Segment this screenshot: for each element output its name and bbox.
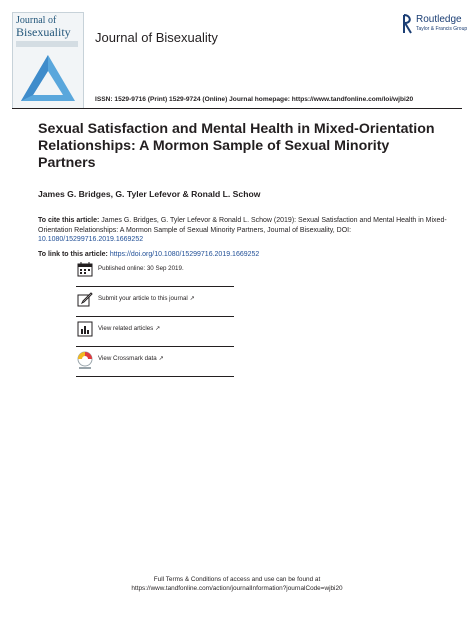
cover-title-line2: Bisexuality [16, 25, 71, 39]
row-divider [76, 316, 234, 317]
issn-line: ISSN: 1529-9716 (Print) 1529-9724 (Online) Journal homepage: https://www.tandfonline.com/loi/wjbi20 [95, 96, 414, 103]
article-authors: James G. Bridges, G. Tyler Lefevor & Ronald L. Schow [38, 189, 261, 199]
cover-title-line1: Journal of [16, 15, 57, 26]
row-divider [76, 286, 234, 287]
published-online-text: Published online: 30 Sep 2019. [98, 265, 184, 272]
journal-name[interactable]: Journal of Bisexuality [95, 30, 218, 45]
external-link-icon: ↗ [189, 296, 195, 302]
cover-band [16, 41, 78, 47]
related-articles-row[interactable] [76, 318, 234, 344]
crossmark-icon [77, 351, 93, 371]
link-label: To link to this article: [38, 251, 108, 258]
journal-cover-image [12, 12, 84, 109]
row-divider [76, 376, 234, 377]
terms-footer-line1: Full Terms & Conditions of access and use can be found at [153, 576, 321, 583]
edit-icon [77, 291, 93, 307]
crossmark-link[interactable]: View Crossmark data [98, 355, 157, 362]
related-articles-link[interactable]: View related articles [98, 325, 154, 332]
published-online-row [76, 258, 234, 284]
publisher-subtitle: Taylor & Francis Group [416, 26, 468, 32]
cover-triangle-graphic [13, 49, 83, 107]
submit-article-link[interactable]: Submit your article to this journal [98, 295, 188, 302]
routledge-logo-icon [402, 14, 413, 34]
external-link-icon: ↗ [155, 326, 161, 332]
external-link-icon: ↗ [158, 356, 164, 362]
publisher-name: Routledge [416, 14, 462, 25]
cite-text: James G. Bridges, G. Tyler Lefevor & Ronald L. Schow (2019): Sexual Satisfaction and Mental Health in Mixed-Orientation Relationships: A Mormon Sample of Sexual Minority Partners, Journal of Bisexuality, DOI: [38, 217, 447, 234]
article-title: Sexual Satisfaction and Mental Health in Mixed-Orientation Relationships: A Mormon Sample of Sexual Minority Partners [38, 121, 435, 171]
cite-label: To cite this article: [38, 217, 100, 224]
header-divider [12, 108, 462, 109]
chart-icon [77, 321, 93, 337]
row-divider [76, 346, 234, 347]
calendar-icon [77, 261, 93, 277]
terms-footer-url[interactable]: https://www.tandfonline.com/action/journalInformation?journalCode=wjbi20 [131, 584, 343, 592]
publisher-logo [402, 14, 466, 36]
crossmark-row[interactable] [76, 348, 234, 374]
article-doi-url[interactable]: https://doi.org/10.1080/15299716.2019.1669252 [109, 251, 260, 258]
cite-doi-link[interactable]: 10.1080/15299716.2019.1669252 [38, 236, 144, 243]
submit-article-row[interactable] [76, 288, 234, 314]
citation-block [38, 216, 448, 245]
terms-footer [0, 576, 474, 593]
article-link-block [38, 251, 259, 258]
